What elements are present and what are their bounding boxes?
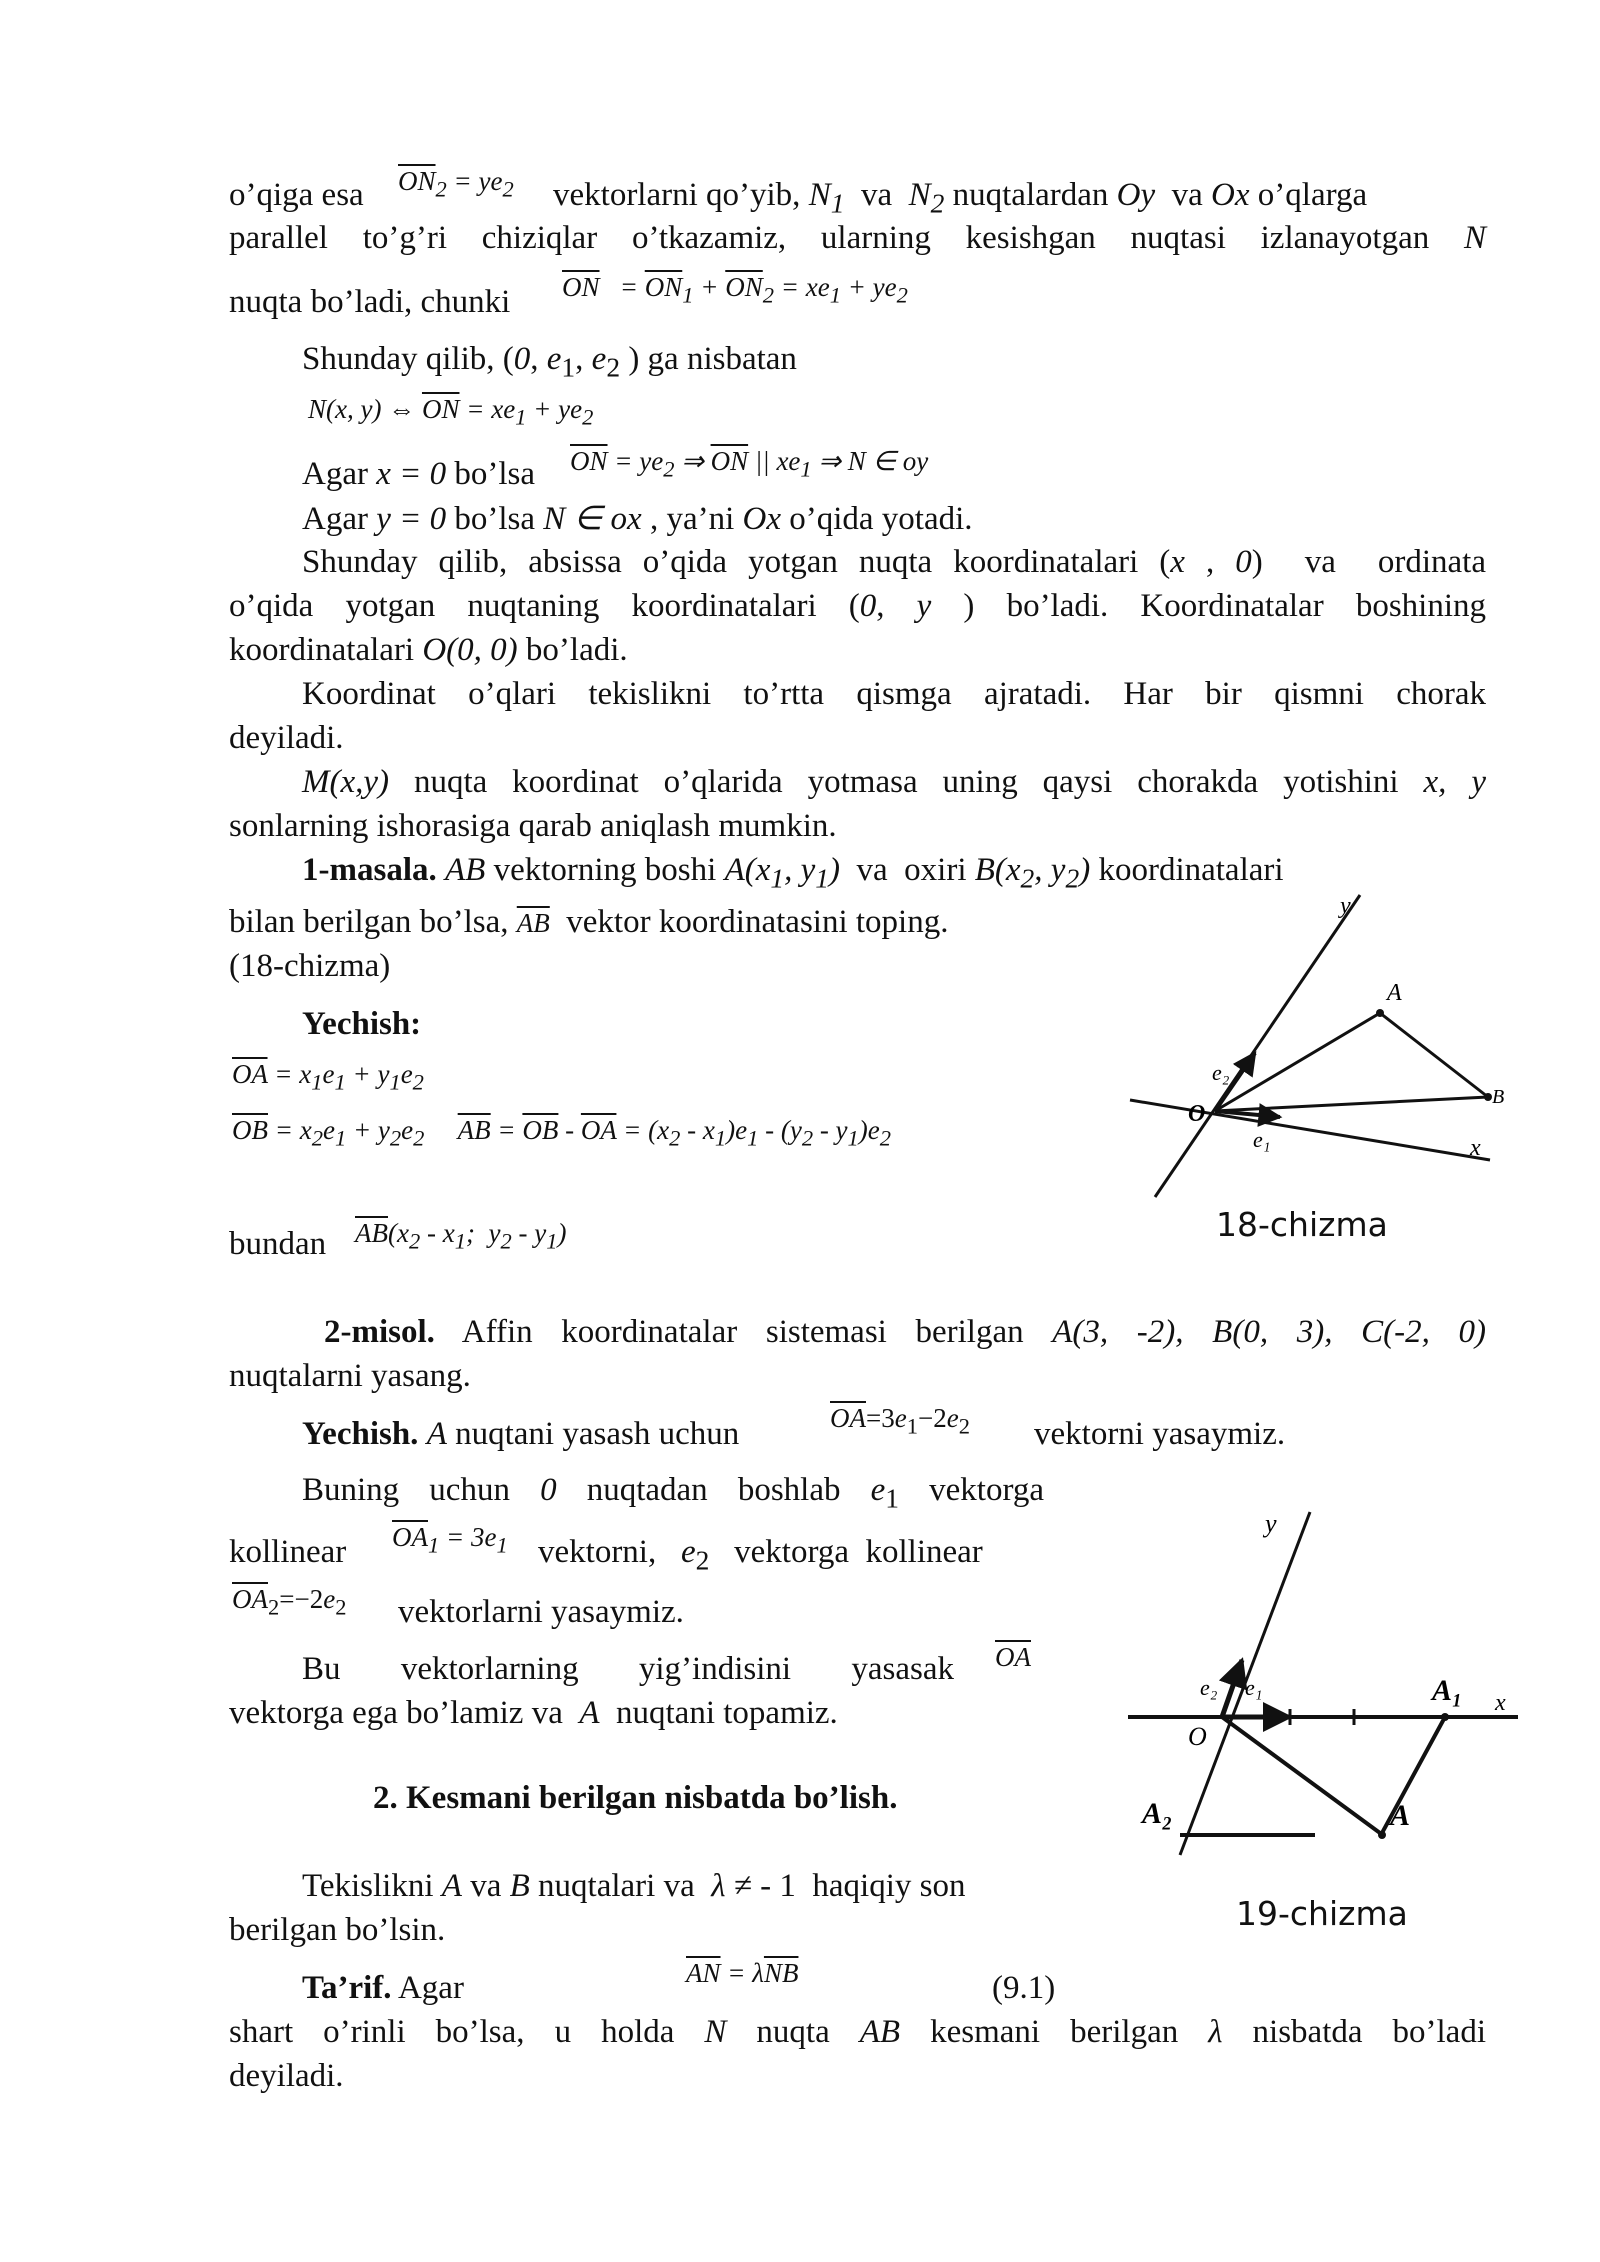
formula-ob-ab: $\overline{OB} = x_2e_1 + y_2e_2$ $\overline{AB} = \overline{OB} - \overline{OA} = (x_2 - x_1)e_1 - (y_2 - y_1)e_2$ bbox=[232, 1115, 892, 1151]
formula-n-equiv: N(x, y) ⇔ $\overline{ON} = xe_1 + ye_2$ bbox=[308, 394, 594, 430]
text-line-3: nuqta bo’ladi, chunki bbox=[229, 284, 511, 320]
text-line-24b: vektorni yasaymiz. bbox=[1034, 1416, 1286, 1452]
label-a2-19: A₂ bbox=[1142, 1797, 1173, 1830]
text-line-9: o’qida yotgan nuqtaning koordinatalari (0, y ) bo’ladi. Koordinatalar boshining bbox=[229, 588, 1487, 624]
text-line-17: (18-chizma) bbox=[229, 948, 391, 984]
label-a-18: A bbox=[1387, 980, 1402, 1006]
equation-number: (9.1) bbox=[992, 1970, 1056, 2006]
figure-19 bbox=[1120, 1500, 1520, 1870]
text-line-32: berilgan bo’lsin. bbox=[229, 1912, 446, 1948]
vector-ab-18 bbox=[1380, 1013, 1488, 1097]
label-x-19: x bbox=[1495, 1690, 1506, 1716]
text-line-8: Shunday qilib, absissa o’qida yotgan nuqta koordinatalari (x , 0) va ordinata bbox=[302, 544, 1486, 580]
label-e2-19: e₂ bbox=[1200, 1675, 1218, 1700]
yechish-heading-1: Yechish: bbox=[302, 1006, 422, 1042]
label-b-18: B bbox=[1492, 1086, 1505, 1108]
text-line-13: M(x,y) nuqta koordinat o’qlarida yotmasa uning qaysi chorakda yotishini x, y bbox=[302, 764, 1486, 800]
figure-18 bbox=[1120, 885, 1520, 1205]
label-o-18: O bbox=[1188, 1101, 1206, 1127]
formula-on2: $\overline{ON}_2 = ye_2$ bbox=[398, 166, 514, 202]
text-line-11: Koordinat o’qlari tekislikni to’rtta qismga ajratadi. Har bir qismni chorak bbox=[302, 676, 1486, 712]
text-line-23: nuqtalarni yasang. bbox=[229, 1358, 471, 1394]
formula-oa: $\overline{OA} = x_1e_1 + y_1e_2$ bbox=[232, 1059, 424, 1095]
formula-oa1: $\overline{OA}_1 = 3e_1$ bbox=[392, 1522, 508, 1558]
text-line-12: deyiladi. bbox=[229, 720, 344, 756]
text-line-27: vektorlarni yasaymiz. bbox=[398, 1594, 684, 1630]
section-heading: 2. Kesmani berilgan nisbatda bo’lish. bbox=[373, 1780, 898, 1816]
formula-on-sum: $\overline{ON} = \overline{ON}_1 + \overline{ON}_2 = xe_1 + ye_2$ bbox=[562, 272, 908, 308]
text-line-22: 2-misol. Affin koordinatalar sistemasi berilgan A(3, -2), B(0, 3), C(-2, 0) bbox=[324, 1314, 1486, 1350]
text-line-26b: vektorni, $e_2$ vektorga kollinear bbox=[538, 1534, 983, 1576]
text-line-21: bundan bbox=[229, 1226, 327, 1262]
text-line-28: Bu vektorlarning yig’indisini yasasak bbox=[302, 1651, 954, 1687]
label-e2-18: e₂ bbox=[1212, 1060, 1230, 1085]
label-e1-18: e₁ bbox=[1253, 1127, 1271, 1152]
text-line-29: vektorga ega bo’lamiz va A nuqtani topamiz. bbox=[229, 1695, 838, 1731]
e2-arrow-19 bbox=[1222, 1660, 1242, 1717]
label-a1-19: A₁ bbox=[1432, 1674, 1463, 1707]
text-line-7: Agar y = 0 bo’lsa N ∈ ox , ya’ni Ox o’qida yotadi. bbox=[302, 501, 973, 537]
label-e1-19: e₁ bbox=[1245, 1675, 1263, 1700]
formula-oa2: $\overline{OA}_2=-2e_2$ bbox=[232, 1584, 347, 1620]
label-o-19: O bbox=[1188, 1722, 1207, 1751]
text-line-4: Shunday qilib, (0, $e_1$, $e_2$ ) ga nisbatan bbox=[302, 341, 797, 383]
text-line-2: parallel to’g’ri chiziqlar o’tkazamiz, ularning kesishgan nuqtasi izlanayotgan N bbox=[229, 220, 1486, 256]
text-line-26: kollinear bbox=[229, 1534, 347, 1570]
text-line-31: Tekislikni A va B nuqtalari va λ ≠ - 1 haqiqiy son bbox=[302, 1868, 966, 1904]
x-axis-18 bbox=[1130, 1100, 1490, 1160]
text-line-10: koordinatalari O(0, 0) bo’ladi. bbox=[229, 632, 628, 668]
text-line-14: sonlarning ishorasiga qarab aniqlash mumkin. bbox=[229, 808, 837, 844]
label-x-18: x bbox=[1470, 1135, 1481, 1161]
formula-oa-3e1: $\overline{OA}=3e_1-2e_2$ bbox=[830, 1403, 970, 1439]
text-line-6: Agar x = 0 bo’lsa bbox=[302, 456, 536, 492]
text-line-1: o’qiga esa bbox=[229, 177, 364, 213]
formula-an-nb: $\overline{AN} = \lambda\overline{NB}$ bbox=[686, 1958, 799, 1988]
text-line-33: Ta’rif. Agar bbox=[302, 1970, 464, 2006]
label-a-19: A bbox=[1390, 1799, 1411, 1832]
text-line-1b: vektorlarni qo’yib, $N_1$ va $N_2$ nuqtalardan Oy va Ox o’qlarga bbox=[553, 177, 1368, 219]
formula-x-zero: $\overline{ON} = ye_2$ ⇒ $\overline{ON}$ || $xe_1$ ⇒ N ∈ oy bbox=[570, 446, 929, 482]
caption-19: 19-chizma bbox=[1236, 1894, 1408, 1933]
formula-ab-coords: $\overline{AB}(x_2 - x_1$; $y_2 - y_1$) bbox=[355, 1218, 567, 1254]
text-line-34: shart o’rinli bo’lsa, u holda N nuqta AB kesmani berilgan λ nisbatda bo’ladi bbox=[229, 2014, 1487, 2050]
text-line-24: Yechish. A nuqtani yasash uchun bbox=[302, 1416, 740, 1452]
vector-ob-18 bbox=[1215, 1097, 1488, 1111]
formula-oa-result: $\overline{OA}$ bbox=[995, 1642, 1031, 1672]
text-line-15: 1-masala. AB vektorning boshi $A(x_1$, $y_1$) va oxiri $B(x_2$, $y_2$) koordinatalari bbox=[302, 852, 1284, 894]
text-line-25: Buning uchun 0 nuqtadan boshlab $e_1$ vektorga bbox=[302, 1472, 1045, 1514]
text-line-16: bilan berilgan bo’lsa, $\overline{AB}$ vektor koordinatasini toping. bbox=[229, 904, 949, 940]
vector-oa-19 bbox=[1222, 1717, 1380, 1833]
label-y-19: y bbox=[1265, 1509, 1277, 1538]
caption-18: 18-chizma bbox=[1216, 1205, 1388, 1244]
text-line-35: deyiladi. bbox=[229, 2058, 344, 2094]
label-y-18: y bbox=[1340, 893, 1351, 919]
vector-oa-18 bbox=[1215, 1013, 1380, 1111]
